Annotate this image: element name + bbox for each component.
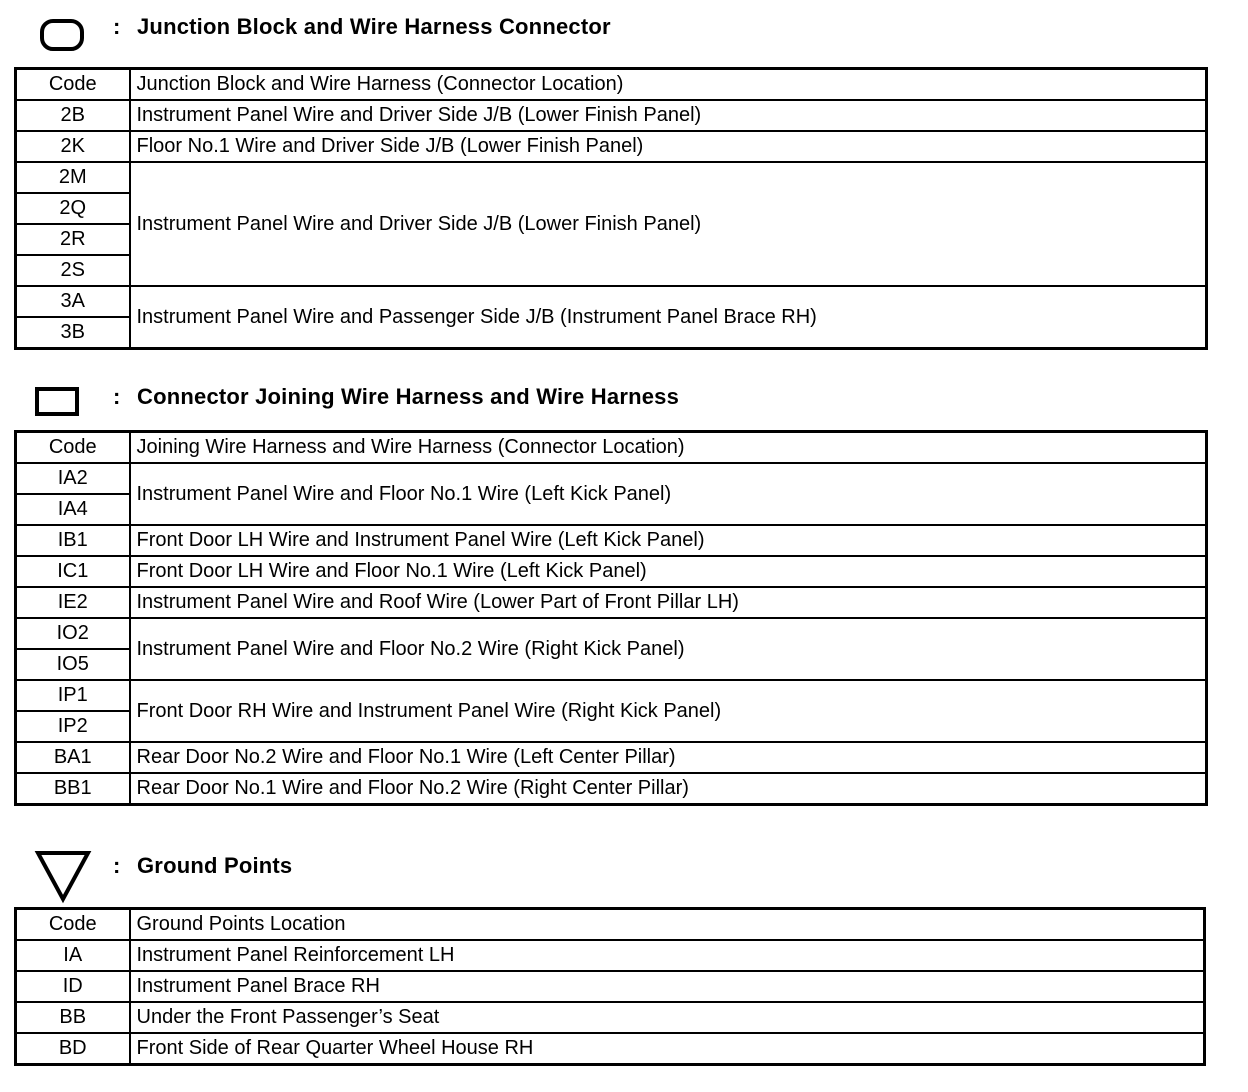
table-header-row <box>16 909 1205 941</box>
table-row <box>16 1033 1205 1065</box>
heading-colon: : <box>113 14 121 39</box>
header-location: Joining Wire Harness and Wire Harness (Connector Location) <box>130 432 1207 464</box>
row-code: 2K <box>16 131 130 162</box>
row-code: 2B <box>16 100 130 131</box>
header-location: Ground Points Location <box>130 909 1205 941</box>
table-row <box>16 680 1207 711</box>
table-row <box>16 162 1207 193</box>
table-row <box>16 742 1207 773</box>
row-code: BB1 <box>16 773 130 805</box>
row-code: IA4 <box>16 494 130 525</box>
row-location: Under the Front Passenger’s Seat <box>130 1002 1205 1033</box>
row-location: Instrument Panel Reinforcement LH <box>130 940 1205 971</box>
table-row <box>16 940 1205 971</box>
ground-points-table <box>14 907 1206 1066</box>
row-location: Front Door LH Wire and Floor No.1 Wire (Left Kick Panel) <box>130 556 1207 587</box>
header-location: Junction Block and Wire Harness (Connector Location) <box>130 69 1207 101</box>
row-code: ID <box>16 971 130 1002</box>
row-code: IE2 <box>16 587 130 618</box>
row-code: IC1 <box>16 556 130 587</box>
header-code: Code <box>16 909 130 941</box>
row-code: BB <box>16 1002 130 1033</box>
table-row <box>16 587 1207 618</box>
section-title: Junction Block and Wire Harness Connector <box>137 14 611 39</box>
section-heading-junction-block <box>0 14 1248 54</box>
row-location: Instrument Panel Wire and Roof Wire (Lower Part of Front Pillar LH) <box>130 587 1207 618</box>
row-code: IO5 <box>16 649 130 680</box>
row-location: Instrument Panel Wire and Driver Side J/B (Lower Finish Panel) <box>130 162 1207 286</box>
section-title: Ground Points <box>137 853 293 878</box>
row-location: Front Side of Rear Quarter Wheel House RH <box>130 1033 1205 1065</box>
table-header-row <box>16 432 1207 464</box>
row-code: BD <box>16 1033 130 1065</box>
table-row <box>16 971 1205 1002</box>
row-code: IB1 <box>16 525 130 556</box>
row-location: Instrument Panel Wire and Floor No.2 Wire (Right Kick Panel) <box>130 618 1207 680</box>
row-location: Rear Door No.1 Wire and Floor No.2 Wire (Right Center Pillar) <box>130 773 1207 805</box>
table-row <box>16 525 1207 556</box>
row-location: Instrument Panel Wire and Floor No.1 Wire (Left Kick Panel) <box>130 463 1207 525</box>
table-row <box>16 131 1207 162</box>
row-code: 2S <box>16 255 130 286</box>
rectangle-icon <box>35 387 79 416</box>
row-code: 3B <box>16 317 130 349</box>
rounded-rectangle-icon <box>40 19 84 51</box>
row-location: Instrument Panel Wire and Passenger Side J/B (Instrument Panel Brace RH) <box>130 286 1207 349</box>
table-row <box>16 556 1207 587</box>
row-code: IP1 <box>16 680 130 711</box>
section-heading-ground-points <box>0 853 1248 893</box>
connector-joining-table <box>14 430 1208 806</box>
row-location: Floor No.1 Wire and Driver Side J/B (Lower Finish Panel) <box>130 131 1207 162</box>
row-code: 2Q <box>16 193 130 224</box>
table-row <box>16 618 1207 649</box>
heading-colon: : <box>113 384 121 409</box>
table-row <box>16 286 1207 317</box>
row-location: Rear Door No.2 Wire and Floor No.1 Wire (Left Center Pillar) <box>130 742 1207 773</box>
row-location: Front Door LH Wire and Instrument Panel Wire (Left Kick Panel) <box>130 525 1207 556</box>
header-code: Code <box>16 432 130 464</box>
junction-block-table <box>14 67 1208 350</box>
table-row <box>16 1002 1205 1033</box>
row-code: 3A <box>16 286 130 317</box>
down-triangle-icon <box>34 849 92 905</box>
section-heading-connector-joining <box>0 384 1248 424</box>
row-location: Instrument Panel Brace RH <box>130 971 1205 1002</box>
section-title: Connector Joining Wire Harness and Wire Harness <box>137 384 680 409</box>
table-row <box>16 463 1207 494</box>
table-row <box>16 773 1207 805</box>
row-code: IO2 <box>16 618 130 649</box>
table-header-row <box>16 69 1207 101</box>
row-code: IA <box>16 940 130 971</box>
row-code: BA1 <box>16 742 130 773</box>
row-code: IP2 <box>16 711 130 742</box>
header-code: Code <box>16 69 130 101</box>
row-location: Instrument Panel Wire and Driver Side J/B (Lower Finish Panel) <box>130 100 1207 131</box>
row-code: 2R <box>16 224 130 255</box>
heading-colon: : <box>113 853 121 878</box>
row-location: Front Door RH Wire and Instrument Panel Wire (Right Kick Panel) <box>130 680 1207 742</box>
row-code: IA2 <box>16 463 130 494</box>
table-row <box>16 100 1207 131</box>
row-code: 2M <box>16 162 130 193</box>
